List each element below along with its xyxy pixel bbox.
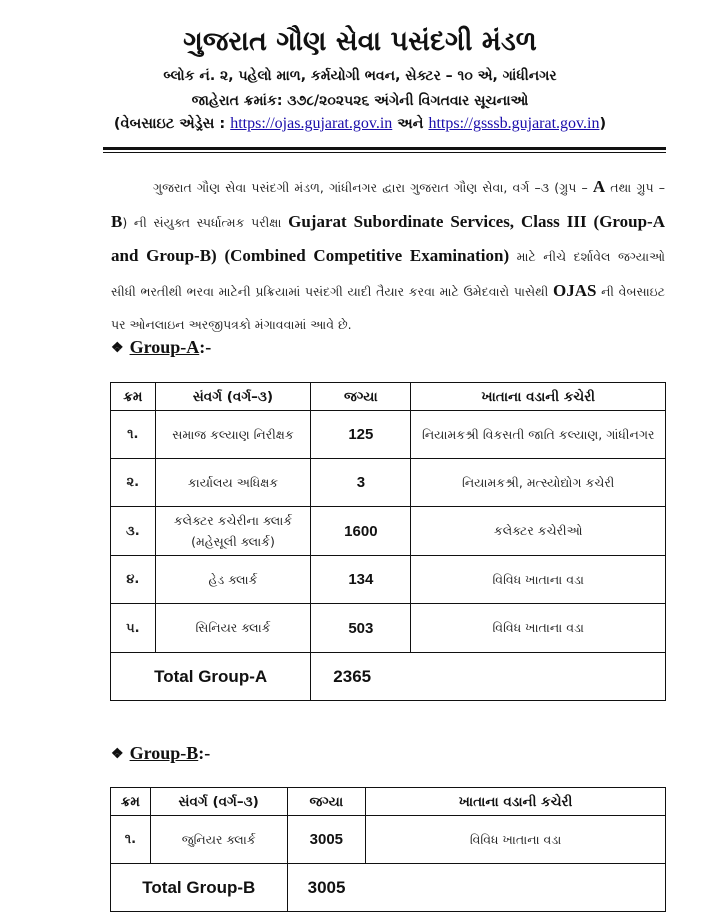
col-office: ખાતાના વડાની કચેરી	[366, 788, 666, 816]
group-b-label: Group-B	[129, 743, 199, 763]
intro-paragraph	[111, 170, 665, 342]
row-cadre: જુનિયર ક્લાર્ક	[150, 816, 287, 864]
intro-text-3: ) ની સંયુક્ત સ્પર્ધાત્મક પરીક્ષા	[122, 214, 289, 230]
group-a-table	[110, 382, 666, 701]
row-sr: ૨.	[111, 459, 156, 507]
total-label: Total Group-A	[111, 653, 311, 701]
website-conjunction: અને	[392, 116, 429, 132]
row-office: નિયામકશ્રી, મત્સ્યોદ્યોગ કચેરી	[411, 459, 666, 507]
table-row	[111, 507, 666, 556]
row-office: વિવિધ ખાતાના વડા	[411, 556, 666, 604]
col-sr: ક્રમ	[111, 383, 156, 411]
row-office: વિવિધ ખાતાના વડા	[411, 604, 666, 653]
intro-text-4: માટે નીચે દર્શાવેલ જગ્યાઓ સીધી ભરતીથી ભરવા માટેની પ્રક્રિયામાં પસંદગી યાદી તૈયાર કરવા માટે ઉમેદવારો પાસેથી	[111, 249, 665, 299]
row-cadre: કાર્યાલય અધિક્ષક	[155, 459, 311, 507]
col-sr: ક્રમ	[111, 788, 151, 816]
website-line	[0, 114, 720, 134]
advertisement-number: જાહેરાત ક્રમાંક: ૩૭૮/૨૦૨૫૨૬ અંગેની વિગતવાર સૂચનાઓ	[191, 93, 529, 109]
total-row	[111, 653, 666, 701]
total-label: Total Group-B	[111, 864, 288, 912]
group-a-label: Group-A	[129, 337, 200, 357]
total-row	[111, 864, 666, 912]
col-posts: જગ્યા	[287, 788, 365, 816]
row-posts: 1600	[311, 507, 411, 556]
total-value: 2365	[311, 653, 666, 701]
row-posts: 125	[311, 411, 411, 459]
website-suffix: )	[599, 116, 607, 132]
group-b-suffix: :-	[198, 743, 211, 763]
diamond-bullet-icon: ❖	[111, 747, 124, 762]
table-header-row	[111, 383, 666, 411]
col-cadre: સંવર્ગ (વર્ગ–૩)	[150, 788, 287, 816]
header-divider-thin	[103, 152, 666, 153]
row-posts: 3005	[287, 816, 365, 864]
row-office: નિયામકશ્રી વિકસતી જાતિ કલ્યાણ, ગાંધીનગર	[411, 411, 666, 459]
row-posts: 3	[311, 459, 411, 507]
group-b-heading	[111, 741, 210, 767]
diamond-bullet-icon: ❖	[111, 341, 124, 356]
board-address: બ્લોક નં. ૨, પહેલો માળ, કર્મયોગી ભવન, સેક્ટર – ૧૦ એ, ગાંધીનગર	[163, 68, 557, 84]
row-office: વિવિધ ખાતાના વડા	[366, 816, 666, 864]
intro-bold-a: A	[592, 177, 606, 196]
total-value: 3005	[287, 864, 665, 912]
col-posts: જગ્યા	[311, 383, 411, 411]
row-sr: ૫.	[111, 604, 156, 653]
row-sr: ૪.	[111, 556, 156, 604]
intro-text-1: ગુજરાત ગૌણ સેવા પસંદગી મંડળ, ગાંધીનગર દ્વારા ગુજરાત ગૌણ સેવા, વર્ગ –૩ (ગ્રુપ –	[153, 180, 593, 195]
intro-exam-name: Gujarat Subordinate Services, Class III (Group-A and Group-B) (Combined Competitive Examination)	[111, 211, 665, 265]
row-cadre-line1: કલેક્ટર કચેરીના ક્લાર્ક	[173, 513, 293, 528]
row-sr: ૧.	[111, 411, 156, 459]
table-row	[111, 556, 666, 604]
header-divider-thick	[103, 147, 666, 150]
row-posts: 503	[311, 604, 411, 653]
table-header-row	[111, 788, 666, 816]
row-sr: ૩.	[111, 507, 156, 556]
group-b-table	[110, 787, 666, 912]
website-prefix: (વેબસાઇટ એડ્રેસ :	[113, 116, 231, 132]
col-office: ખાતાના વડાની કચેરી	[411, 383, 666, 411]
group-a-suffix: :-	[199, 337, 212, 357]
row-posts: 134	[311, 556, 411, 604]
group-a-heading	[111, 335, 211, 361]
ojas-link[interactable]: https://ojas.gujarat.gov.in	[230, 115, 393, 132]
table-row	[111, 816, 666, 864]
intro-bold-b: B	[111, 211, 123, 231]
table-row	[111, 411, 666, 459]
intro-ojas: OJAS	[552, 280, 597, 300]
table-row	[111, 604, 666, 653]
row-sr: ૧.	[111, 816, 151, 864]
row-cadre	[155, 507, 311, 556]
gsssb-link[interactable]: https://gsssb.gujarat.gov.in	[428, 115, 600, 132]
col-cadre: સંવર્ગ (વર્ગ–૩)	[155, 383, 311, 411]
row-cadre: સમાજ કલ્યાણ નિરીક્ષક	[155, 411, 311, 459]
intro-text-2: તથા ગ્રુપ –	[605, 180, 665, 195]
row-cadre: સિનિયર ક્લાર્ક	[155, 604, 311, 653]
row-cadre: હેડ ક્લાર્ક	[155, 556, 311, 604]
board-title: ગુજરાત ગૌણ સેવા પસંદગી મંડળ	[183, 26, 537, 57]
row-office: કલેક્ટર કચેરીઓ	[411, 507, 666, 556]
table-row	[111, 459, 666, 507]
row-cadre-line2: (મહેસૂલી ક્લાર્ક)	[191, 534, 275, 549]
intro-text-5: ની વેબસાઇટ પર ઓનલાઇન અરજીપત્રકો મંગાવવામાં આવે છે.	[111, 283, 665, 332]
